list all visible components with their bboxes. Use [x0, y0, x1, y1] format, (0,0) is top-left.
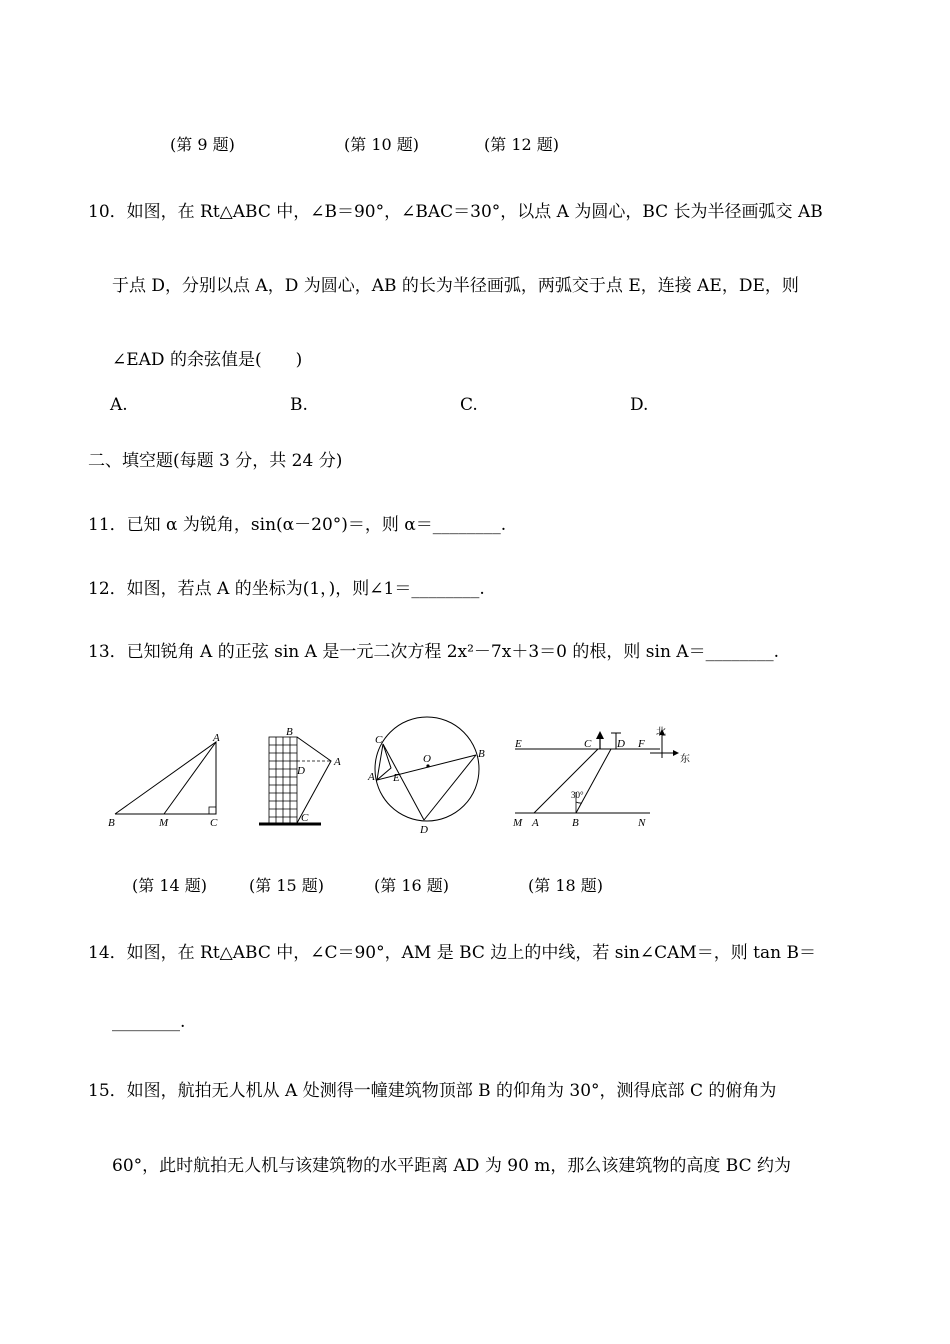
label-B: B	[286, 726, 293, 738]
label-D: D	[297, 765, 305, 777]
angle-label: 30°	[571, 790, 584, 800]
q15-line2: 60°，此时航拍无人机与该建筑物的水平距离 AD 为 90 m，那么该建筑物的高度 BC 约为	[112, 1156, 792, 1176]
label-A: A	[334, 756, 341, 768]
label-E: E	[393, 772, 400, 784]
label-D: D	[617, 738, 625, 750]
label-E: E	[515, 738, 522, 750]
caption-fig9: (第 9 题)	[170, 135, 235, 154]
figure-14	[100, 730, 230, 830]
north-arrow-marker	[596, 731, 604, 739]
label-C: C	[584, 738, 592, 750]
label-F: F	[638, 738, 645, 750]
figure-18	[510, 722, 710, 832]
label-B: B	[572, 817, 579, 829]
q10-option-a: A.	[110, 395, 128, 415]
caption-fig18: (第 18 题)	[528, 876, 604, 895]
q10-line3: ∠EAD 的余弦值是( )	[112, 350, 303, 370]
label-C: C	[210, 817, 218, 829]
label-M: M	[159, 817, 169, 829]
caption-fig12: (第 12 题)	[484, 135, 560, 154]
label-A: A	[532, 817, 539, 829]
compass-east-label: 东	[680, 754, 690, 765]
q10-option-c: C.	[460, 395, 478, 415]
label-B: B	[108, 817, 115, 829]
label-M: M	[513, 817, 523, 829]
caption-fig16: (第 16 题)	[374, 876, 450, 895]
right-angle-mark	[209, 807, 216, 814]
building-grid	[269, 737, 297, 823]
q10-line1: 10．如图，在 Rt△ABC 中，∠B＝90°，∠BAC＝30°，以点 A 为圆心，BC 长为半径画弧交 AB	[88, 202, 823, 222]
q10-option-d: D.	[630, 395, 649, 415]
q14-line1: 14．如图，在 Rt△ABC 中，∠C＝90°，AM 是 BC 边上的中线，若 sin∠CAM＝，则 tan B＝	[88, 943, 816, 963]
caption-fig14: (第 14 题)	[132, 876, 208, 895]
figure-16	[365, 712, 495, 836]
q15-line1: 15．如图，航拍无人机从 A 处测得一幢建筑物顶部 B 的仰角为 30°，测得底部 C 的俯角为	[88, 1081, 777, 1101]
label-O: O	[423, 753, 431, 765]
label-A: A	[368, 771, 375, 783]
label-A: A	[213, 732, 220, 744]
q14-line2: ________.	[112, 1012, 186, 1032]
compass-north-label: 北	[656, 727, 666, 738]
caption-fig15: (第 15 题)	[249, 876, 325, 895]
label-N: N	[638, 817, 646, 829]
caption-fig10: (第 10 题)	[344, 135, 420, 154]
q12: 12．如图，若点 A 的坐标为(1，)，则∠1＝________.	[88, 579, 485, 599]
q11: 11．已知 α 为锐角，sin(α－20°)＝，则 α＝________.	[88, 515, 507, 535]
q10-option-b: B.	[290, 395, 308, 415]
q10-line2: 于点 D，分别以点 A，D 为圆心，AB 的长为半径画弧，两弧交于点 E，连接 AE，DE，则	[112, 276, 799, 296]
label-C: C	[375, 734, 383, 746]
section-heading: 二、填空题(每题 3 分，共 24 分)	[88, 451, 343, 471]
figure-15	[255, 725, 355, 830]
q13: 13．已知锐角 A 的正弦 sin A 是一元二次方程 2x²－7x＋3＝0 的根，则 sin A＝________.	[88, 642, 779, 662]
label-D: D	[420, 824, 428, 836]
label-C: C	[301, 812, 309, 824]
label-B: B	[478, 748, 485, 760]
